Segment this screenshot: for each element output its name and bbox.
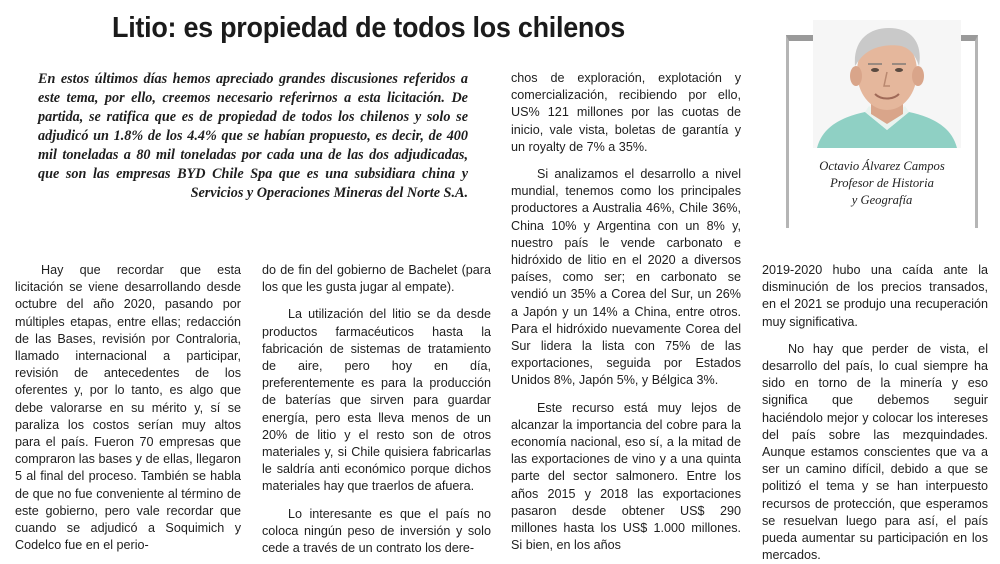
paragraph: Lo interesante es que el país no coloca ningún peso de inversión y solo cede a través de un contrato los dere- [262,506,491,556]
portrait-image [813,20,961,148]
column-1 [15,262,241,554]
author-photo [813,20,961,148]
paragraph: do de fin del gobierno de Bachelet (para los que les gusta jugar al empate). [262,263,491,295]
paragraph: La utilización del litio se da desde productos farmacéuticos hasta la fabricación de sistemas de tratamiento de aire, pero hoy en día, preferentemente es para la producción de baterías que sirven para guardar energía, pero esta lleva menos de un 20% de litio y el resto son de otros materiales y, si Chile quisiera fabricarlas le saldría anti económico porque dichos materiales hay que traerlos de afuera. [262,307,491,494]
author-title: Profesor de Historia [830,176,934,190]
column-3 [511,70,741,554]
headline: Litio: es propiedad de todos los chilenos [112,12,626,44]
column-2 [262,262,491,557]
paragraph: Este recurso está muy lejos de alcanzar la importancia del cobre para la economía nacional, eso sí, a la mitad de las exportaciones de vino y a una quinta parte del sector salmonero. Entre los años 2015 y 2018 las exportaciones pasaron desde obtener US$ 290 millones hasta los US$ 1.000 millones. Si bien, en los años [511,400,741,553]
lead-paragraph: En estos últimos días hemos apreciado grandes discusiones referidos a este tema, por ello, creemos necesario referirnos a esta licitación. De partida, se ratifica que es de propiedad de todos los chilenos y solo se adjudicó un 1.8% de los 4.4% que se habían propuesto, es decir, de 400 mil toneladas a 80 mil toneladas por cada una de las dos adjudicadas, que son las empresas BYD Chile Spa que es una subsidiara china y Servicios y Operaciones Mineras del Norte S.A. [38,71,468,201]
paragraph: No hay que perder de vista, el desarrollo del país, lo cual siempre ha sido en torno de la minería y eso significa que debemos seguir haciéndolo mejor y colocar los intereses del país sobre las mezquindades. Aunque estamos conscientes que va a ser un camino difícil, debido a que se politizó el tema y se han interpuesto recursos de protección, que esperamos se resuelvan luego para así, el país pueda aumentar su participación en los mercados. [762,341,988,563]
author-name: Octavio Álvarez Campos [819,159,945,173]
author-title-2: y Geografía [851,193,913,207]
paragraph: Si analizamos el desarrollo a nivel mundial, tenemos como los principales productores a Australia 46%, Chile 36%, China 10% y Argentina con un 8% y, nuestro país le vende carbonato e hidróxido de litio en el 2020 a diversos países, como ser; en carbonato se vendió un 35% a Corea del Sur, un 26% a Japón y un 14% a China, entre otros. Para el hidróxido nuevamente Corea del Sur lidera la lista con 75% de las exportaciones, seguida por Estados Unidos 8%, Japón 5%, y Bélgica 3%. [511,167,741,388]
author-caption [792,158,972,209]
paragraph: chos de exploración, explotación y comercialización, recibiendo por ello, US% 121 millones por las cuotas de inicio, vale vista, boletas de garantía y un royalty de 7% a 35%. [511,71,741,154]
paragraph: Hay que recordar que esta licitación se viene desarrollando desde octubre del año 2020, pasando por múltiples etapas, entre ellas; redacción de las Bases, revisión por Contraloria, llamado internacional a participar, revisión de antecedentes de los oferentes y, por lo tanto, es algo que debe valorarse en su mérito y, sí se paraliza los costos serían muy altos para el país. Fueron 70 empresas que compraron las bases y de ellas, llegaron 5 al final del proceso. También se habla de que no fue conveniente al término de este gobierno, pero vale recordar que cuando se adjudicó a Soquimich y Codelco fue en el perio- [15,263,241,553]
column-4 [762,262,988,564]
paragraph: 2019-2020 hubo una caída ante la disminución de los precios transados, en el 2021 se produjo una recuperación muy significativa. [762,263,988,329]
